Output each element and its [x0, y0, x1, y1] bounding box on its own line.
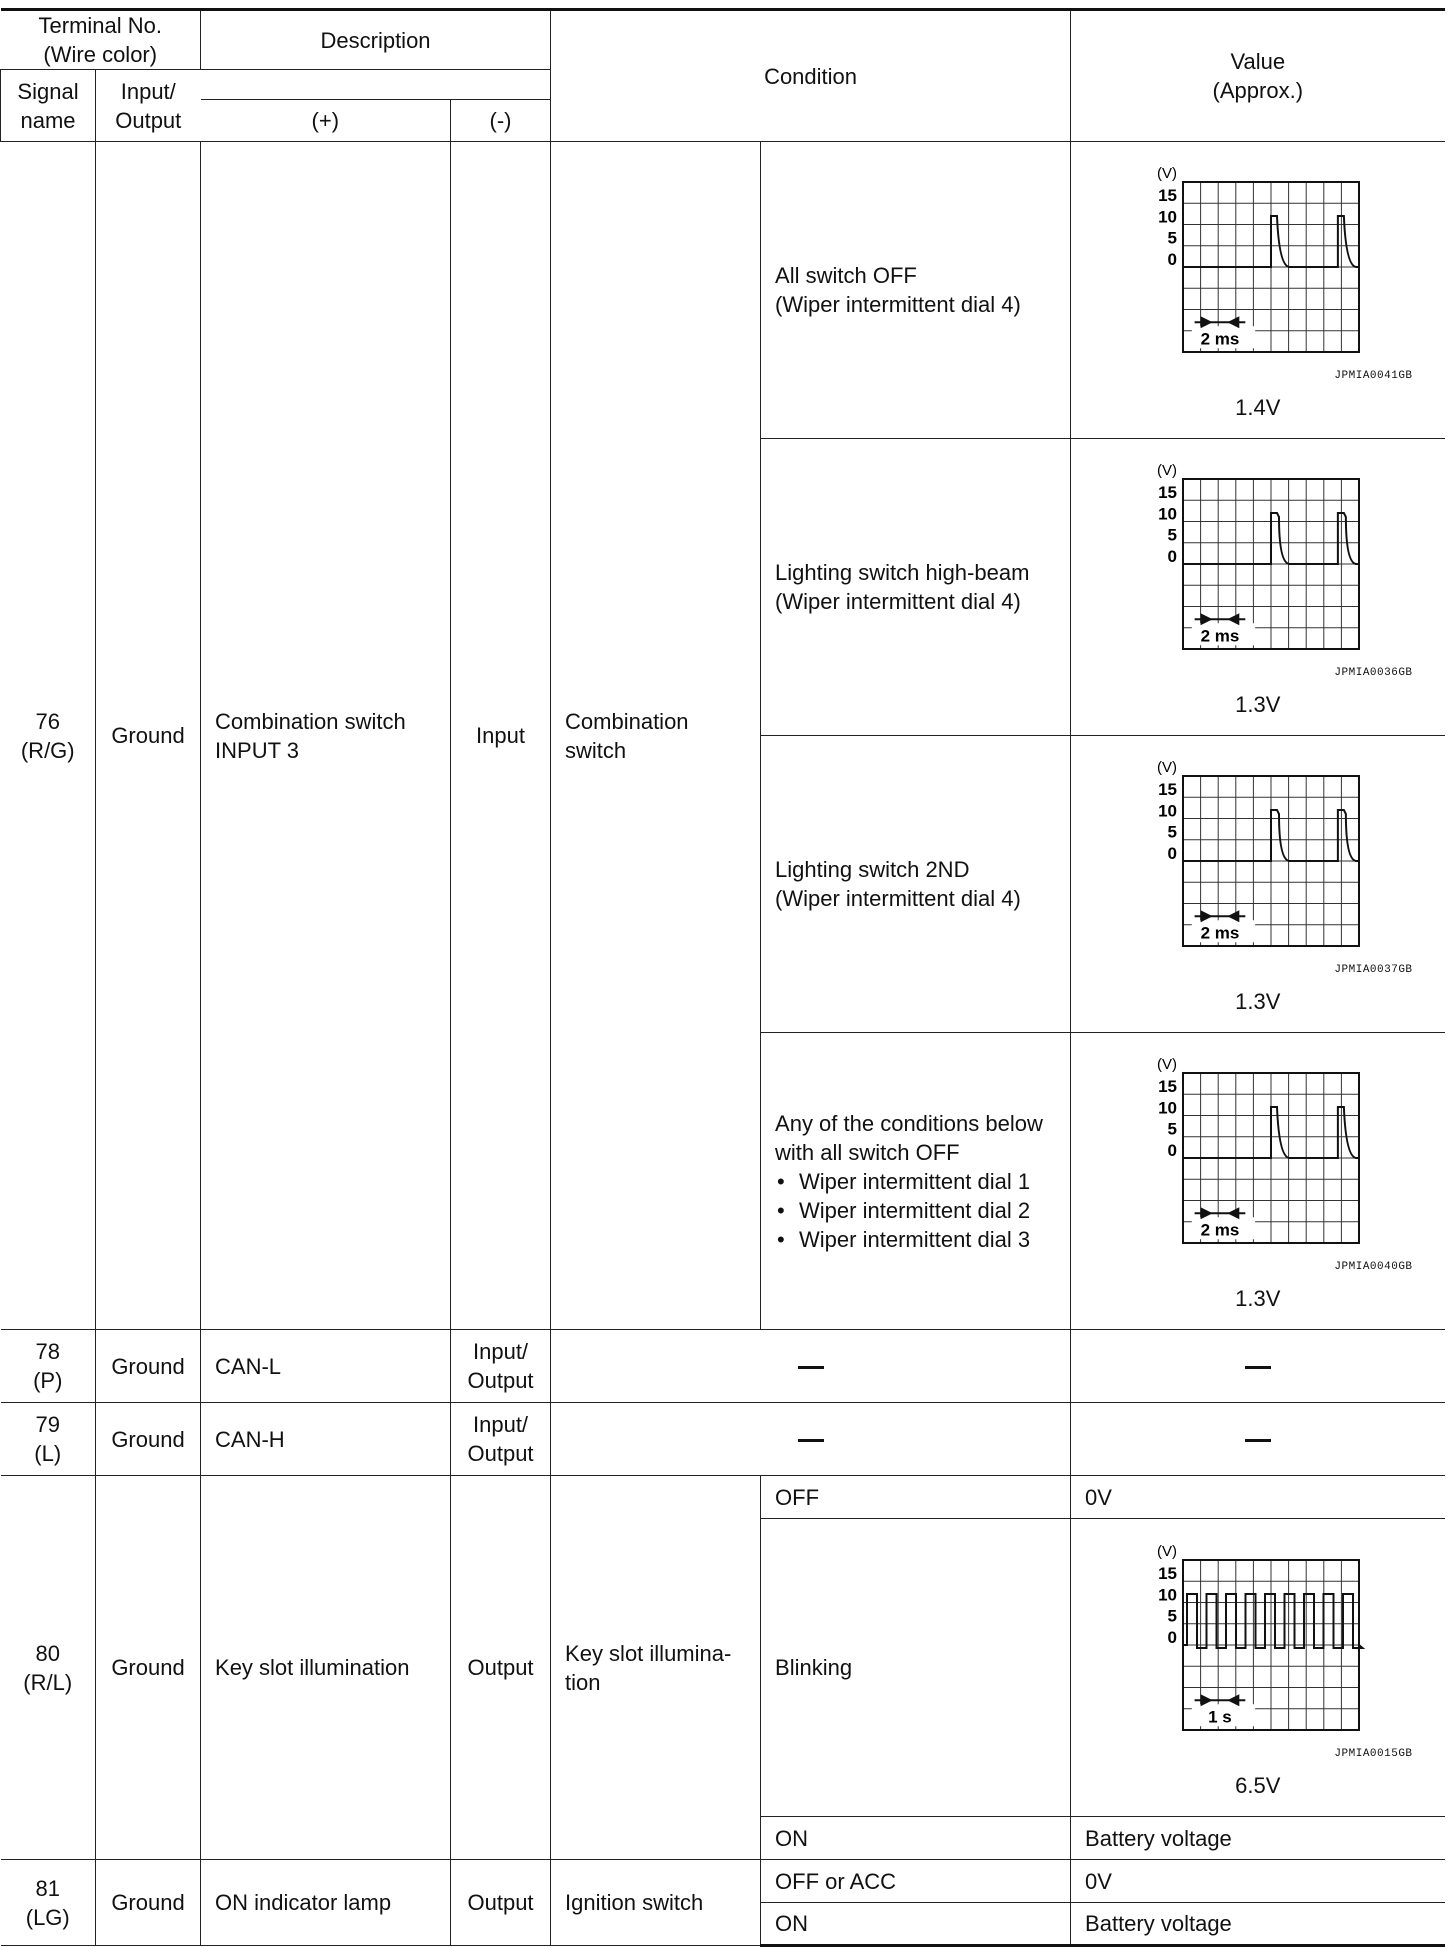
- axis-tick-label: 0: [1167, 546, 1177, 566]
- signal-80: Key slot illumination: [201, 1476, 451, 1860]
- time-base-label: 2 ms: [1200, 1220, 1240, 1240]
- value-76-3: [1071, 736, 1445, 1033]
- axis-tick-label: 0: [1167, 843, 1177, 863]
- value-80-on: Battery voltage: [1071, 1817, 1445, 1860]
- header-value: Value (Approx.): [1071, 10, 1445, 142]
- terminal-table: [0, 8, 1445, 1947]
- value-78-dash: [1245, 1366, 1271, 1369]
- figure-code-76-2: JPMIA0036GB: [1334, 667, 1413, 679]
- header-condition: Condition: [551, 10, 1071, 142]
- condition-main-81: Ignition switch: [551, 1860, 761, 1946]
- value-79-dash: [1245, 1439, 1271, 1442]
- axis-tick-label: 10: [1157, 801, 1177, 821]
- value-76-4: [1071, 1033, 1445, 1330]
- condition-80-blinking: Blinking: [761, 1519, 1071, 1817]
- axis-tick-label: 10: [1157, 1584, 1177, 1604]
- time-base-label: 2 ms: [1200, 923, 1240, 943]
- ground-80: Ground: [96, 1476, 201, 1860]
- axis-tick-label: 5: [1167, 822, 1177, 842]
- condition-76-4-bullets: [775, 1167, 1070, 1254]
- time-base-label: 2 ms: [1200, 329, 1240, 349]
- bullet-item: • Wiper intermittent dial 1: [775, 1167, 1070, 1196]
- value-text-76-1: 1.4V: [1235, 395, 1281, 420]
- condition-81-off: OFF or ACC: [761, 1860, 1071, 1903]
- axis-tick-label: 5: [1167, 1606, 1177, 1626]
- ground-81: Ground: [96, 1860, 201, 1946]
- condition-76-4: Any of the conditions below with all switch OFF • Wiper intermittent dial 1 • Wiper intermittent dial 2 • Wiper intermittent dial 3: [761, 1033, 1071, 1330]
- condition-78: [551, 1330, 1071, 1403]
- header-signal-name: Signal name: [1, 70, 96, 142]
- terminal-78: 78 (P): [1, 1330, 96, 1403]
- condition-78-dash: [798, 1366, 824, 1369]
- axis-tick-label: 0: [1167, 1140, 1177, 1160]
- value-76-2: [1071, 439, 1445, 736]
- value-81-off: 0V: [1071, 1860, 1445, 1903]
- header-io: Input/ Output: [96, 70, 201, 142]
- value-text-76-3: 1.3V: [1235, 989, 1281, 1014]
- condition-76-1: All switch OFF (Wiper intermittent dial 4): [761, 142, 1071, 439]
- axis-unit: (V): [1156, 462, 1177, 479]
- axis-unit: (V): [1156, 165, 1177, 182]
- header-plus: (+): [201, 100, 451, 142]
- time-base-label: 2 ms: [1200, 626, 1240, 646]
- io-81: Output: [451, 1860, 551, 1946]
- waveform-trace: [1183, 810, 1359, 861]
- axis-tick-label: 0: [1167, 249, 1177, 269]
- figure-code-80: JPMIA0015GB: [1334, 1747, 1413, 1760]
- axis-tick-label: 10: [1157, 1098, 1177, 1118]
- terminal-81: 81 (LG): [1, 1860, 96, 1946]
- value-81-on: Battery voltage: [1071, 1903, 1445, 1946]
- value-80-off: 0V: [1071, 1476, 1445, 1519]
- terminal-76: 76 (R/G): [1, 142, 96, 1330]
- waveform-76-1: [1143, 158, 1373, 368]
- axis-tick-label: 15: [1157, 186, 1177, 206]
- terminal-79: 79 (L): [1, 1403, 96, 1476]
- waveform-trace: [1183, 216, 1359, 267]
- waveform-76-4: [1143, 1049, 1373, 1259]
- value-79: [1071, 1403, 1445, 1476]
- axis-tick-label: 5: [1167, 525, 1177, 545]
- waveform-trace: [1183, 513, 1359, 564]
- time-base-label: 1 s: [1207, 1706, 1232, 1726]
- axis-tick-label: 5: [1167, 1119, 1177, 1139]
- axis-tick-label: 10: [1157, 504, 1177, 524]
- axis-tick-label: 10: [1157, 207, 1177, 227]
- condition-79: [551, 1403, 1071, 1476]
- bullet-item: • Wiper intermittent dial 2: [775, 1196, 1070, 1225]
- waveform-80: [1143, 1536, 1373, 1746]
- io-78: Input/ Output: [451, 1330, 551, 1403]
- waveform-76-3: [1143, 752, 1373, 962]
- terminal-80: 80 (R/L): [1, 1476, 96, 1860]
- axis-tick-label: 15: [1157, 1563, 1177, 1583]
- bullet-item: • Wiper intermittent dial 3: [775, 1225, 1070, 1254]
- signal-81: ON indicator lamp: [201, 1860, 451, 1946]
- condition-81-on: ON: [761, 1903, 1071, 1946]
- value-text-76-4: 1.3V: [1235, 1286, 1281, 1311]
- condition-76-2: Lighting switch high-beam (Wiper intermittent dial 4): [761, 439, 1071, 736]
- figure-code-76-1: JPMIA0041GB: [1334, 370, 1413, 382]
- figure-code-76-3: JPMIA0037GB: [1334, 964, 1413, 976]
- condition-main-76: Combination switch: [551, 142, 761, 1330]
- signal-76: Combination switch INPUT 3: [201, 142, 451, 1330]
- axis-unit: (V): [1156, 759, 1177, 776]
- io-76: Input: [451, 142, 551, 1330]
- signal-79: CAN-H: [201, 1403, 451, 1476]
- axis-tick-label: 5: [1167, 228, 1177, 248]
- condition-80-on: ON: [761, 1817, 1071, 1860]
- axis-tick-label: 15: [1157, 483, 1177, 503]
- condition-79-dash: [798, 1439, 824, 1442]
- value-78: [1071, 1330, 1445, 1403]
- axis-unit: (V): [1156, 1056, 1177, 1073]
- header-terminal: Terminal No. (Wire color): [1, 10, 201, 70]
- condition-80-off: OFF: [761, 1476, 1071, 1519]
- waveform-76-2: [1143, 455, 1373, 665]
- io-79: Input/ Output: [451, 1403, 551, 1476]
- figure-code-76-4: JPMIA0040GB: [1334, 1261, 1413, 1273]
- value-80-blinking: [1071, 1519, 1445, 1817]
- condition-main-80: Key slot illumina- tion: [551, 1476, 761, 1860]
- value-76-1: [1071, 142, 1445, 439]
- signal-78: CAN-L: [201, 1330, 451, 1403]
- axis-tick-label: 0: [1167, 1627, 1177, 1647]
- io-80: Output: [451, 1476, 551, 1860]
- waveform-trace: [1183, 1107, 1359, 1158]
- ground-76: Ground: [96, 142, 201, 1330]
- condition-76-3: Lighting switch 2ND (Wiper intermittent dial 4): [761, 736, 1071, 1033]
- axis-tick-label: 15: [1157, 1077, 1177, 1097]
- axis-tick-label: 15: [1157, 780, 1177, 800]
- header-description: Description: [201, 10, 551, 70]
- ground-78: Ground: [96, 1330, 201, 1403]
- value-text-76-2: 1.3V: [1235, 692, 1281, 717]
- value-text-80: 6.5V: [1235, 1772, 1281, 1798]
- header-minus: (-): [451, 100, 551, 142]
- ground-79: Ground: [96, 1403, 201, 1476]
- axis-unit: (V): [1156, 1542, 1177, 1560]
